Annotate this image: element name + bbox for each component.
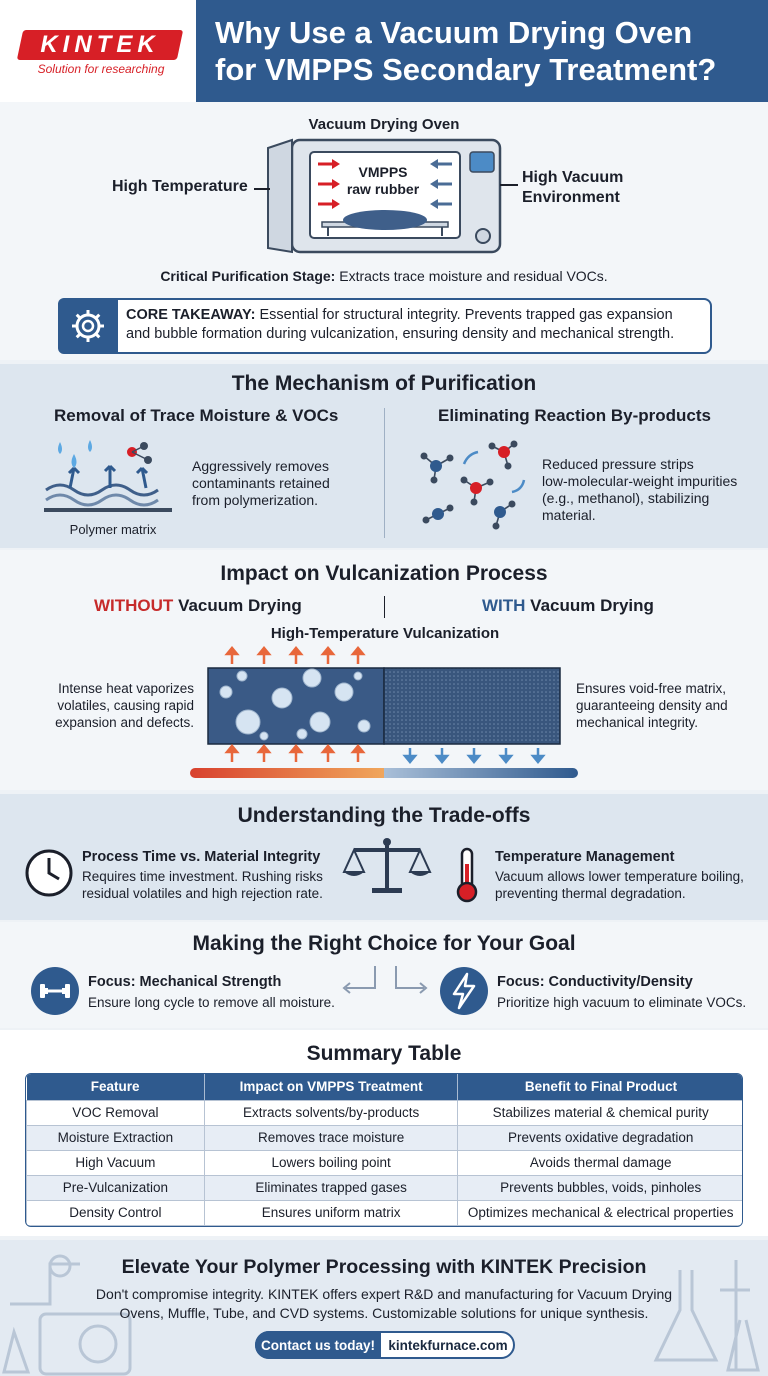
oven-inside-label: VMPPS raw rubber (346, 164, 420, 197)
table-cell: Optimizes mechanical & electrical properties (458, 1200, 743, 1225)
cta-description: Don't compromise integrity. KINTEK offers expert R&D and manufacturing for Vacuum Drying Ovens, Muffle, Tube, and CVD systems. Customizable solutions for unique synthesis. (95, 1286, 673, 1321)
temperature-tradeoff-title: Temperature Management (495, 849, 675, 865)
pointer-line-left (254, 188, 270, 190)
table-row (27, 1100, 744, 1125)
vacuum-oven-illustration (262, 136, 506, 260)
impact-title: Impact on Vulcanization Process (220, 562, 548, 585)
website-link[interactable]: kintekfurnace.com (388, 1338, 508, 1353)
stage-description: Critical Purification Stage: Extracts trace moisture and residual VOCs. (160, 268, 608, 284)
summary-title: Summary Table (306, 1042, 462, 1065)
polymer-matrix-caption: Polymer matrix (69, 522, 157, 537)
moisture-description: Aggressively removes contaminants retained from polymerization. (192, 458, 330, 508)
byproducts-subtitle: Eliminating Reaction By-products (438, 406, 711, 425)
mechanical-strength-text: Ensure long cycle to remove all moisture. (88, 995, 335, 1010)
table-cell: Eliminates trapped gases (204, 1175, 458, 1200)
table-header-row (27, 1074, 744, 1100)
vulcanization-comparison-illustration (188, 646, 582, 782)
table-cell: Density Control (27, 1200, 205, 1225)
table-header: Benefit to Final Product (458, 1074, 743, 1100)
pointer-line-right (500, 184, 518, 186)
gear-icon (70, 308, 106, 344)
polymer-matrix-illustration (40, 432, 176, 518)
molecules-illustration (416, 436, 532, 532)
table-row (27, 1200, 744, 1225)
table-cell: Lowers boiling point (204, 1150, 458, 1175)
table-cell: Prevents oxidative degradation (458, 1125, 743, 1150)
thermometer-icon (454, 846, 480, 904)
table-cell: Moisture Extraction (27, 1125, 205, 1150)
clock-icon (24, 848, 74, 898)
with-vacuum-description: Ensures void-free matrix, guaranteeing density and mechanical integrity. (576, 681, 728, 730)
table-header: Impact on VMPPS Treatment (204, 1074, 458, 1100)
mechanical-strength-title: Focus: Mechanical Strength (88, 974, 282, 990)
conductivity-text: Prioritize high vacuum to eliminate VOCs. (497, 995, 747, 1010)
balance-scale-icon (342, 836, 432, 896)
oven-label: Vacuum Drying Oven (308, 116, 460, 133)
table-header: Feature (27, 1074, 205, 1100)
high-temperature-vulcanization-label: High-Temperature Vulcanization (270, 625, 500, 642)
table-cell: VOC Removal (27, 1100, 205, 1125)
conductivity-title: Focus: Conductivity/Density (497, 974, 693, 990)
section-divider (384, 408, 385, 538)
choice-title: Making the Right Choice for Your Goal (192, 932, 576, 955)
without-vacuum-description: Intense heat vaporizes volatiles, causing rapid expansion and defects. (55, 681, 194, 730)
mechanism-title: The Mechanism of Purification (231, 372, 537, 395)
table-cell: Pre-Vulcanization (27, 1175, 205, 1200)
core-takeaway-text: CORE TAKEAWAY: Essential for structural integrity. Prevents trapped gas expansion and bubble formation during vulcanization, ensuring density and mechanical strength. (126, 307, 675, 342)
table-cell: Extracts solvents/by-products (204, 1100, 458, 1125)
with-vacuum-heading: WITH Vacuum Drying (482, 596, 654, 615)
table-cell: Stabilizes material & chemical purity (458, 1100, 743, 1125)
without-vacuum-heading: WITHOUT Vacuum Drying (94, 596, 302, 615)
table-row (27, 1150, 744, 1175)
lightning-icon (439, 966, 489, 1016)
summary-table (25, 1073, 743, 1227)
temperature-tradeoff-text: Vacuum allows lower temperature boiling, preventing thermal degradation. (495, 869, 744, 901)
high-temperature-label: High Temperature (112, 178, 248, 195)
page-title: Why Use a Vacuum Drying Oven for VMPPS Secondary Treatment? (215, 15, 717, 87)
split-arrows-icon (340, 962, 430, 1002)
logo: KINTEK (40, 31, 160, 58)
contact-button-label[interactable]: Contact us today! (260, 1338, 375, 1353)
byproducts-description: Reduced pressure strips low-molecular-weight impurities (e.g., methanol), stabilizing material. (542, 456, 738, 523)
high-vacuum-label: High Vacuum Environment (522, 169, 624, 206)
table-cell: High Vacuum (27, 1150, 205, 1175)
tradeoffs-title: Understanding the Trade-offs (237, 804, 531, 827)
table-cell: Ensures uniform matrix (204, 1200, 458, 1225)
dumbbell-icon (30, 966, 80, 1016)
table-cell: Removes trace moisture (204, 1125, 458, 1150)
cta-title: Elevate Your Polymer Processing with KINTEK Precision (121, 1256, 647, 1278)
table-cell: Prevents bubbles, voids, pinholes (458, 1175, 743, 1200)
moisture-subtitle: Removal of Trace Moisture & VOCs (54, 406, 339, 425)
table-cell: Avoids thermal damage (458, 1150, 743, 1175)
impact-divider (384, 596, 385, 618)
time-tradeoff-text: Requires time investment. Rushing risks residual volatiles and high rejection rate. (82, 869, 323, 901)
logo-tagline: Solution for researching (37, 62, 165, 76)
table-row (27, 1175, 744, 1200)
time-tradeoff-title: Process Time vs. Material Integrity (82, 849, 321, 865)
table-row (27, 1125, 744, 1150)
